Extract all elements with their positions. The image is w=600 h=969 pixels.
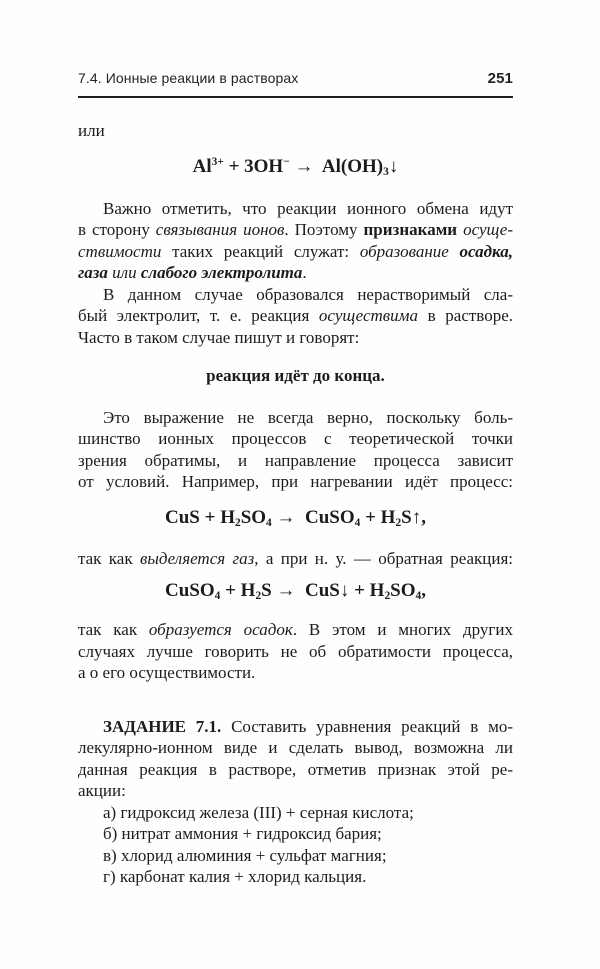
equation-al-hydroxide-line-1: $Al^{3+} + 3OH^-$ → Al(OH)3↓	[192, 155, 399, 178]
line-gas-release-line-1: так как выделяется газ, а при н. у. — обратная реакция:	[78, 548, 513, 568]
paragraph-weak-electrolyte-line-2: бый электролит, т. е. реакция осуществима в растворе.	[78, 306, 513, 325]
task-list-line-4: г) карбонат калия + хлорид кальция.	[103, 867, 367, 886]
task-7-1-line-1: ЗАДАНИЕ 7.1. Составить уравнения реакций в мо-	[103, 716, 513, 736]
statement-goes-to-completion	[78, 365, 513, 387]
paragraph-ion-exchange-line-2: в сторону связывания ионов. Поэтому признаками осуще-	[78, 220, 514, 239]
paragraph-weak-electrolyte-line-3: Часто в таком случае пишут и говорят:	[78, 327, 360, 347]
task-list-line-2: б) нитрат аммония + гидроксид бария;	[103, 824, 382, 843]
paragraph-reversibility-line-4: от условий. Например, при нагревании идёт процесс:	[78, 472, 513, 491]
equation-cus-h2so4-line-1: CuS + H2SO4 → CuSO4 + H2S↑,	[165, 506, 426, 529]
paragraph-reversibility-line-2: шинство ионных процессов с теоретической точки	[78, 429, 513, 448]
task-list-line-3: в) хлорид алюминия + сульфат магния;	[103, 845, 387, 865]
equation-al-hydroxide	[78, 154, 513, 182]
paragraph-ion-exchange-line-1: Важно отметить, что реакции ионного обмена идут	[103, 198, 513, 218]
task-list	[78, 802, 513, 888]
statement-goes-to-completion-line-1: реакция идёт до конца.	[206, 366, 385, 385]
paragraph-reversibility-line-1: Это выражение не всегда верно, поскольку боль-	[103, 407, 513, 427]
equation-cuso4-h2s	[78, 578, 513, 606]
equation-cuso4-h2s-line-1: CuSO4 + H2S → CuS↓ + H2SO4,	[165, 580, 426, 603]
connector-or	[78, 120, 513, 142]
task-7-1-line-4: акции:	[78, 781, 126, 800]
paragraph-weak-electrolyte-line-1: В данном случае образовался нерастворимый сла-	[103, 284, 513, 304]
page-number: 251	[487, 70, 513, 87]
paragraph-precipitate-line-3: а о его осуществимости.	[78, 663, 256, 682]
paragraph-ion-exchange-line-4: газа или слабого электролита.	[78, 263, 307, 282]
paragraph-reversibility-line-3: зрения обратимы, и направление процесса зависит	[78, 450, 513, 470]
task-list-line-1: а) гидроксид железа (III) + серная кислота;	[103, 802, 414, 822]
page-header	[78, 70, 513, 87]
line-gas-release	[78, 548, 513, 570]
paragraph-weak-electrolyte	[78, 284, 513, 349]
paragraph-precipitate	[78, 619, 513, 684]
task-7-1-line-2: лекулярно-ионном виде и сделать вывод, возможна ли	[78, 738, 513, 757]
section-title: 7.4. Ионные реакции в растворах	[78, 70, 299, 86]
task-7-1-line-3: данная реакция в растворе, отметив признак этой ре-	[78, 759, 513, 779]
equation-cus-h2so4	[78, 505, 513, 533]
paragraph-precipitate-line-2: случаях лучше говорить не об обратимости процесса,	[78, 641, 513, 661]
page-content	[78, 98, 513, 888]
paragraph-ion-exchange	[78, 198, 513, 284]
paragraph-ion-exchange-line-3: ствимости таких реакций служат: образование осадка,	[78, 241, 513, 261]
task-7-1	[78, 716, 513, 802]
paragraph-reversibility	[78, 407, 513, 493]
connector-or-line-1: или	[78, 121, 105, 140]
paragraph-precipitate-line-1: так как образуется осадок. В этом и многих других	[78, 620, 514, 639]
